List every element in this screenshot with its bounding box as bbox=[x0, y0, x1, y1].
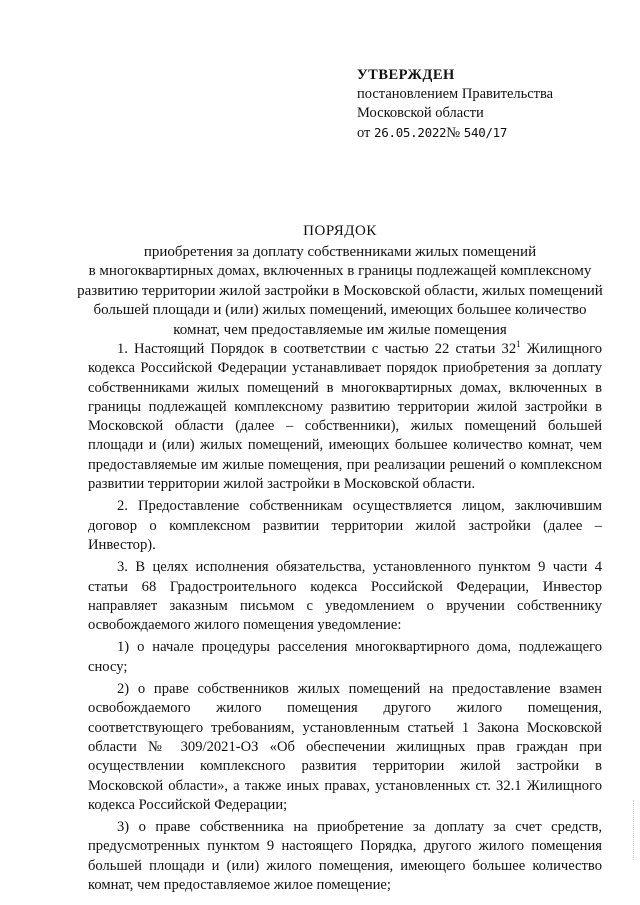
subtitle-line: приобретения за доплату собственниками жилых помещений bbox=[143, 243, 537, 260]
subtitle-line: в многоквартирных домах, включенных в границы подлежащей комплексному bbox=[88, 263, 592, 279]
subtitle-line: комнат, чем предоставляемые им жилые помещения bbox=[173, 321, 507, 338]
document-heading bbox=[60, 222, 620, 340]
date-prefix: от bbox=[357, 125, 371, 141]
paragraph-1-end: Жилищного кодекса Российской Федерации устанавливает порядок приобретения за доплату собственниками жилых помещений в многоквартирных домах, включенных в границы подлежащей комплексному развитию территории жилой застройки в Московской области (далее – собственники), жилых помещений большей площади и (или) жилых помещений, имеющих большее количество комнат, чем предоставляемые им жилые помещения, при реализации решений о комплексном развитии территории жилой застройки в Московской области. bbox=[88, 341, 602, 493]
subtitle-line: развитию территории жилой застройки в Московской области, жилых помещений bbox=[77, 282, 603, 299]
paragraph-3: 3. В целях исполнения обязательства, установленного пунктом 9 части 4 статьи 68 Градостроительного кодекса Российской Федерации, Инвестор направляет заказным письмом с уведомлением о вручении собственнику освобождаемого жилого помещения уведомление: bbox=[88, 559, 602, 634]
superscript: 1 bbox=[516, 339, 521, 349]
subtitle-line: большей площади и (или) жилых помещений, имеющих большее количество bbox=[93, 302, 587, 318]
approval-date: 26.05.2022 bbox=[374, 125, 447, 140]
paragraph-1 bbox=[88, 340, 602, 494]
approval-date-line bbox=[357, 123, 627, 143]
number-sign: № bbox=[446, 125, 461, 141]
document-title: ПОРЯДОК bbox=[303, 223, 377, 239]
paragraph-1-start: 1. Настоящий Порядок в соответствии с частью 22 статьи 32 bbox=[117, 341, 517, 357]
approval-title: УТВЕРЖДЕН bbox=[357, 67, 455, 83]
paragraph-4: 1) о начале процедуры расселения многоквартирного дома, подлежащего сносу; bbox=[88, 639, 602, 675]
paragraph-2: 2. Предоставление собственникам осуществляется лицом, заключившим договор о комплексном развитии территории жилой застройки (далее – Инвестор). bbox=[88, 498, 602, 553]
approval-number: 540/17 bbox=[463, 125, 508, 140]
approval-stamp bbox=[357, 66, 627, 143]
approval-line-2: Московской области bbox=[357, 105, 484, 121]
document-body bbox=[88, 340, 602, 898]
paragraph-6: 3) о праве собственника на приобретение за доплату за счет средств, предусмотренных пунктом 9 настоящего Порядка, другого жилого помещения большей площади и (или) жилого помещения, имеющего большее количество комнат, чем предоставляемое жилое помещение; bbox=[88, 819, 602, 894]
paragraph-5: 2) о праве собственников жилых помещений на предоставление взамен освобождаемого жилого помещения другого жилого помещения, соответствующего требованиям, установленным статьей 1 Закона Московской области № 309/2021-ОЗ «Об обеспечении жилищных прав граждан при осуществлении комплексного развития территории жилой застройки в Московской области», а также иных правах, установленных ст. 32.1 Жилищного кодекса Российской Федерации; bbox=[88, 681, 602, 813]
approval-line-1: постановлением Правительства bbox=[357, 86, 554, 102]
scan-edge-mark bbox=[633, 800, 636, 860]
